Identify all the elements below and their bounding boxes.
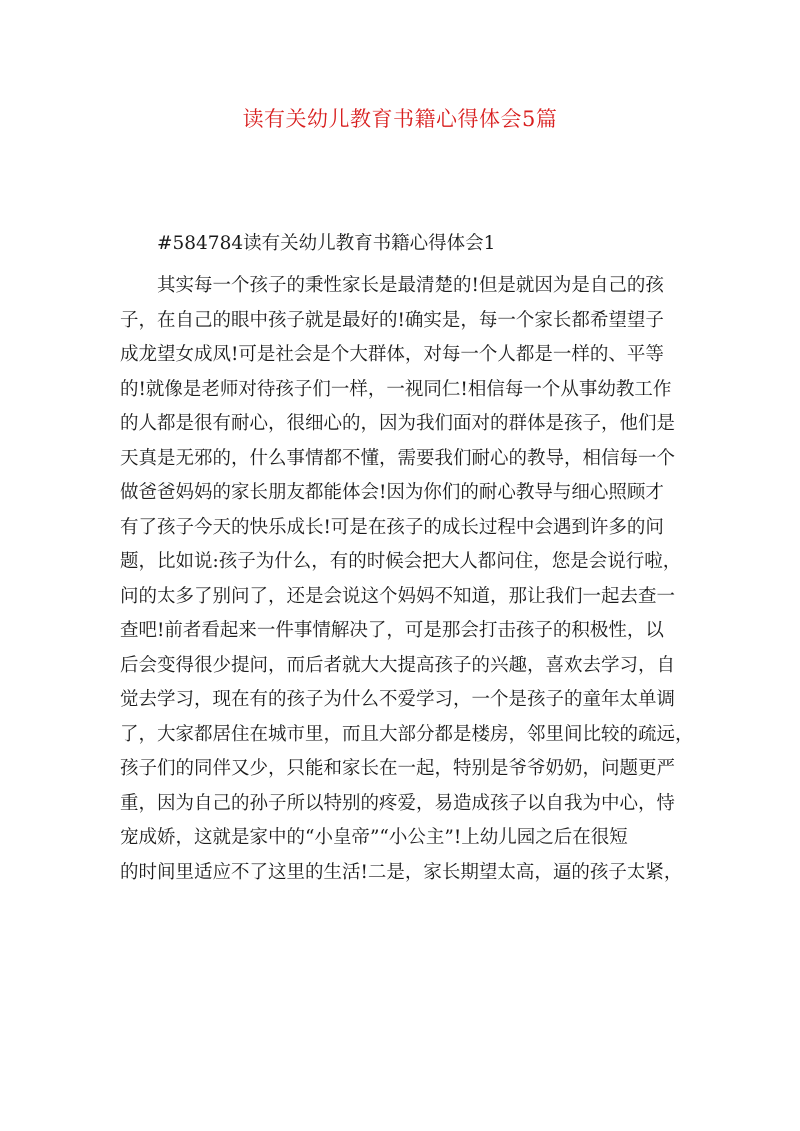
document-title: 读有关幼儿教育书籍心得体会5篇 <box>242 107 558 131</box>
body-line: 题，比如说:孩子为什么，有的时候会把大人都问住，您是会说行啦， <box>120 551 682 572</box>
body-line: 觉去学习，现在有的孩子为什么不爱学习，一个是孩子的童年太单调 <box>120 689 676 710</box>
body-line: 问的太多了别问了，还是会说这个妈妈不知道，那让我们一起去查一 <box>120 585 676 607</box>
body-line: 的时间里适应不了这里的生活!二是，家长期望太高，逼的孩子太紧， <box>120 861 683 883</box>
body-line: 做爸爸妈妈的家长朋友都能体会!因为你们的耐心教导与细心照顾才 <box>120 482 664 503</box>
body-line: 后会变得很少提问，而后者就大大提高孩子的兴趣，喜欢去学习，自 <box>120 654 676 676</box>
body-line: 子，在自己的眼中孩子就是最好的!确实是，每一个家长都希望望子 <box>120 309 664 331</box>
body-line: 宠成娇，这就是家中的“小皇帝”“小公主”!上幼儿园之后在很短 <box>120 827 628 848</box>
body-line: 重，因为自己的孙子所以特别的疼爱，易造成孩子以自我为中心，恃 <box>120 792 676 814</box>
body-line: 有了孩子今天的快乐成长!可是在孩子的成长过程中会遇到许多的问 <box>120 516 664 538</box>
body-line: 的!就像是老师对待孩子们一样，一视同仁!相信每一个从事幼教工作 <box>120 378 672 400</box>
body-line: 孩子们的同伴又少，只能和家长在一起，特别是爷爷奶奶，问题更严 <box>120 758 676 779</box>
body-line: 查吧!前者看起来一件事情解决了，可是那会打击孩子的积极性，以 <box>120 620 664 641</box>
body-line: 其实每一个孩子的秉性家长是最清楚的!但是就因为是自己的孩 <box>157 275 664 296</box>
body-line: 成龙望女成凤!可是社会是个大群体，对每一个人都是一样的、平等 <box>120 344 664 365</box>
body-text <box>120 272 700 893</box>
body-line: 了，大家都居住在城市里，而且大部分都是楼房，邻里间比较的疏远， <box>120 723 694 745</box>
section-heading: #584784读有关幼儿教育书籍心得体会1 <box>157 233 496 254</box>
body-line: 的人都是很有耐心，很细心的，因为我们面对的群体是孩子，他们是 <box>120 413 676 434</box>
body-line: 天真是无邪的，什么事情都不懂，需要我们耐心的教导，相信每一个 <box>120 447 676 469</box>
